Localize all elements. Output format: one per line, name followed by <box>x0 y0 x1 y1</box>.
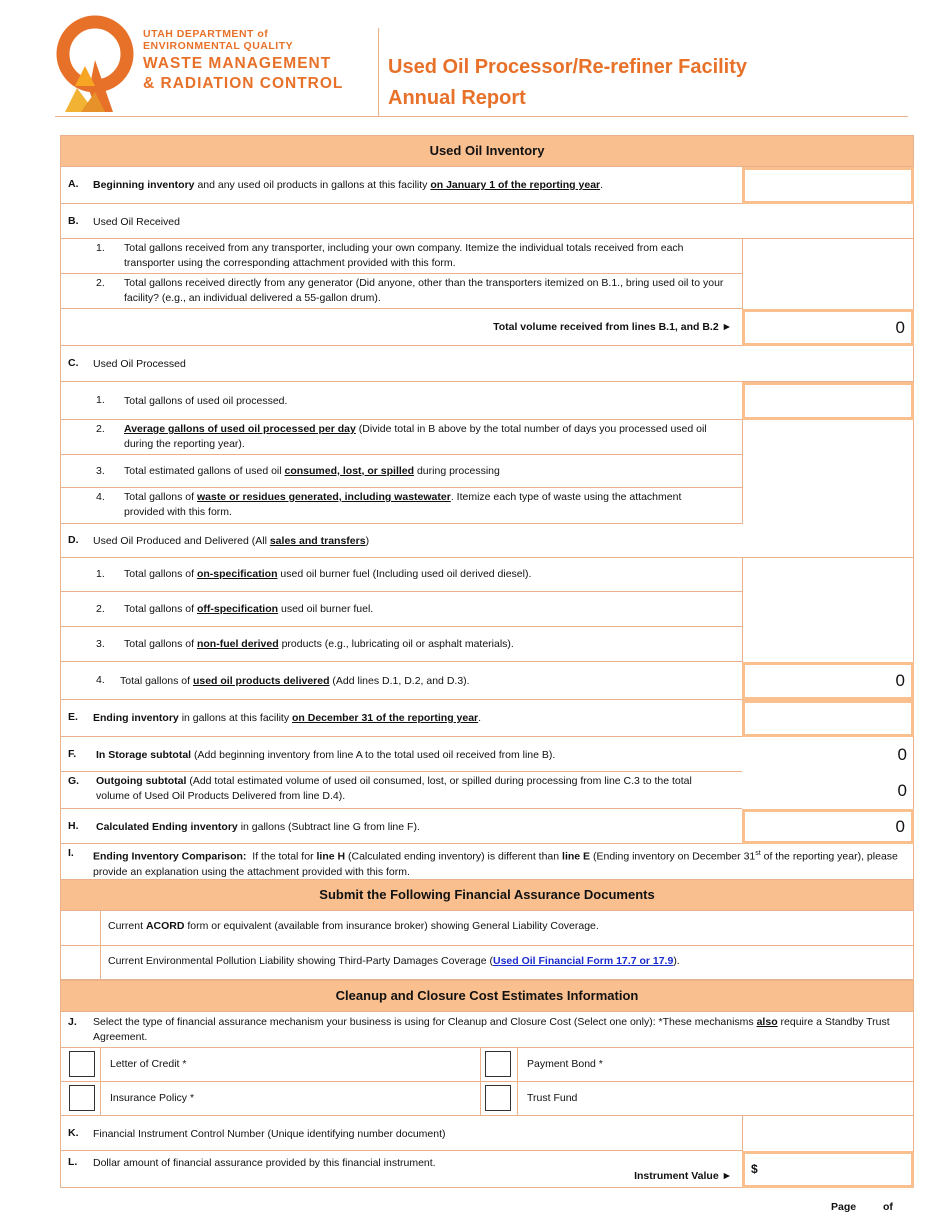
financial-heading: Submit the Following Financial Assurance Documents <box>60 879 914 911</box>
d4-value: 0 <box>895 671 905 690</box>
page-header <box>55 10 910 118</box>
title-line1: Used Oil Processor/Re-refiner Facility <box>388 56 748 78</box>
g-field <box>742 772 913 809</box>
instrument-value-input[interactable] <box>742 1151 914 1188</box>
row-i-text: Ending Inventory Comparison: If the total for line H (Calculated ending inventory) is different than line E (Ending inventory on December 31st of the reporting year), please provide an explanation using the attachment provided with this form. <box>93 850 898 878</box>
row-k-label: K. <box>68 1127 79 1139</box>
d4-field <box>742 662 914 700</box>
row-l <box>60 1151 914 1188</box>
header-rule <box>55 116 908 117</box>
row-c2-text: Average gallons of used oil processed per day (Divide total in B above by the total number of days you processed used oil during the reporting year). <box>124 423 707 450</box>
row-c3 <box>60 455 914 488</box>
footer-of-label: of <box>883 1201 893 1213</box>
options-sep <box>517 1048 518 1082</box>
row-f-text: In Storage subtotal (Add beginning inventory from line A to the total used oil received from line B). <box>96 749 556 761</box>
row-c2 <box>60 420 914 455</box>
agency-name <box>143 28 428 94</box>
row-c-text: Used Oil Processed <box>93 358 186 370</box>
doc2-text: Current Environmental Pollution Liability showing Third-Party Damages Coverage (Used Oil Financial Form 17.7 or 17.9). <box>108 955 680 967</box>
row-i-label: I. <box>68 847 74 859</box>
row-b2 <box>60 274 914 309</box>
row-k-text: Financial Instrument Control Number (Unique identifying number document) <box>93 1128 446 1140</box>
doc2-check-cell[interactable] <box>100 946 101 980</box>
agency-line1: UTAH DEPARTMENT of <box>143 28 269 40</box>
footer-page-label: Page <box>831 1201 857 1213</box>
row-e-label: E. <box>68 711 78 723</box>
g-value: 0 <box>897 780 907 800</box>
row-j-text: Select the type of financial assurance mechanism your business is using for Cleanup and Closure Cost (Select one only): *These mechanisms also require a Standby Trust Agreement. <box>93 1016 890 1043</box>
d2-input[interactable] <box>742 592 913 627</box>
row-a <box>60 167 914 204</box>
beginning-inventory-input[interactable] <box>742 167 914 204</box>
row-b1-text: Total gallons received from any transporter, including your own company. Itemize the individual totals received from each transporter using the corresponding attachment provided with this form. <box>124 242 684 269</box>
row-l-label: L. <box>68 1156 78 1168</box>
row-f <box>60 737 914 772</box>
c3-input[interactable] <box>742 455 913 488</box>
row-d2 <box>60 592 914 627</box>
row-d2-text: Total gallons of off-specification used oil burner fuel. <box>124 603 374 615</box>
payment-bond-checkbox[interactable] <box>485 1051 511 1077</box>
d3-input[interactable] <box>742 627 913 662</box>
ending-inventory-input[interactable] <box>742 700 914 737</box>
row-c1-text: Total gallons of used oil processed. <box>124 395 288 407</box>
row-b <box>60 204 914 239</box>
letter-of-credit-checkbox[interactable] <box>69 1051 95 1077</box>
row-c1 <box>60 382 914 420</box>
row-g-text: Outgoing subtotal (Add total estimated volume of used oil consumed, lost, or spilled during processing from line C.3 to the total volume of Used Oil Products Delivered from line D.4). <box>96 775 692 802</box>
inventory-heading: Used Oil Inventory <box>60 135 914 167</box>
row-k <box>60 1116 914 1151</box>
row-d3-text: Total gallons of non-fuel derived products (e.g., lubricating oil or asphalt materials). <box>124 638 514 650</box>
row-c3-num: 3. <box>96 465 105 477</box>
row-d4-text: Total gallons of used oil products delivered (Add lines D.1, D.2, and D.3). <box>120 675 470 687</box>
f-field <box>742 737 913 772</box>
payment-bond-label: Payment Bond * <box>527 1058 603 1070</box>
agency-line4: & RADIATION CONTROL <box>143 75 344 92</box>
control-number-input[interactable] <box>742 1116 913 1151</box>
deq-logo <box>55 14 135 114</box>
row-g <box>60 772 914 809</box>
currency-symbol: $ <box>751 1162 758 1176</box>
row-d-label: D. <box>68 534 79 546</box>
options-row-2 <box>60 1082 914 1116</box>
row-d1-text: Total gallons of on-specification used oil burner fuel (Including used oil derived diesel). <box>124 568 532 580</box>
row-d2-num: 2. <box>96 603 105 615</box>
row-b1-num: 1. <box>96 242 105 254</box>
b-total-field <box>742 309 914 346</box>
row-i <box>60 844 914 879</box>
row-c4-num: 4. <box>96 491 105 503</box>
b-total-label: Total volume received from lines B.1, and B.2 ► <box>493 321 732 333</box>
row-f-label: F. <box>68 748 77 760</box>
h-field <box>742 809 914 844</box>
trust-fund-label: Trust Fund <box>527 1092 578 1104</box>
row-b1 <box>60 239 914 274</box>
row-c4-text: Total gallons of waste or residues generated, including wastewater. Itemize each type of waste using the attachment provided with this form. <box>124 491 682 518</box>
options-sep <box>100 1048 101 1082</box>
agency-line2: ENVIRONMENTAL QUALITY <box>143 40 294 52</box>
row-b-text: Used Oil Received <box>93 216 180 228</box>
row-j-label: J. <box>68 1016 77 1028</box>
financial-doc-pollution <box>60 946 914 980</box>
financial-doc-acord <box>60 911 914 946</box>
row-l-text: Dollar amount of financial assurance provided by this financial instrument. <box>93 1157 436 1169</box>
trust-fund-checkbox[interactable] <box>485 1085 511 1111</box>
c2-input[interactable] <box>742 420 913 455</box>
row-c1-num: 1. <box>96 394 105 406</box>
row-d1-num: 1. <box>96 568 105 580</box>
row-c4 <box>60 488 914 524</box>
options-sep <box>517 1082 518 1116</box>
row-d3-num: 3. <box>96 638 105 650</box>
row-b2-num: 2. <box>96 277 105 289</box>
c4-input[interactable] <box>742 488 913 524</box>
doc1-check-cell[interactable] <box>100 911 101 946</box>
b1-input[interactable] <box>742 239 913 274</box>
row-g-label: G. <box>68 775 80 787</box>
row-b2-text: Total gallons received directly from any generator (Did anyone, other than the transporters itemized on B.1., bring used oil to your facility? (e.g., an individual delivered a 55-gallon drum). <box>124 277 724 304</box>
b-total-value: 0 <box>895 317 905 337</box>
b2-input[interactable] <box>742 274 913 309</box>
letter-of-credit-label: Letter of Credit * <box>110 1058 187 1070</box>
insurance-policy-label: Insurance Policy * <box>110 1092 195 1104</box>
instrument-value-label: Instrument Value ► <box>634 1170 732 1182</box>
row-a-label: A. <box>68 178 79 190</box>
cleanup-heading: Cleanup and Closure Cost Estimates Information <box>60 980 914 1012</box>
row-d4-num: 4. <box>96 674 105 686</box>
financial-form-link[interactable]: Used Oil Financial Form 17.7 or 17.9 <box>492 955 674 967</box>
d1-input[interactable] <box>742 558 913 592</box>
doc1-text: Current ACORD form or equivalent (available from insurance broker) showing General Liability Coverage. <box>108 920 599 932</box>
options-sep-mid <box>480 1048 481 1082</box>
row-a-text: Beginning inventory and any used oil products in gallons at this facility on January 1 of the reporting year. <box>93 179 604 191</box>
row-b-total <box>60 309 914 346</box>
row-h-text: Calculated Ending inventory in gallons (Subtract line G from line F). <box>96 821 420 833</box>
f-value: 0 <box>897 744 907 764</box>
c1-input[interactable] <box>742 382 914 420</box>
insurance-policy-checkbox[interactable] <box>69 1085 95 1111</box>
row-j <box>60 1012 914 1048</box>
header-divider <box>378 28 379 117</box>
row-d1 <box>60 558 914 592</box>
h-value: 0 <box>895 816 905 836</box>
options-sep-mid <box>480 1082 481 1116</box>
title-line2: Annual Report <box>388 87 526 109</box>
row-b-label: B. <box>68 215 79 227</box>
row-c2-num: 2. <box>96 423 105 435</box>
row-d <box>60 524 914 558</box>
page-title <box>388 52 747 114</box>
agency-line3: WASTE MANAGEMENT <box>143 55 332 72</box>
row-d4 <box>60 662 914 700</box>
row-c3-text: Total estimated gallons of used oil consumed, lost, or spilled during processing <box>124 465 500 477</box>
options-sep <box>100 1082 101 1116</box>
row-h-label: H. <box>68 820 79 832</box>
row-c-label: C. <box>68 357 79 369</box>
row-d-text: Used Oil Produced and Delivered (All sales and transfers) <box>93 535 370 547</box>
row-h <box>60 809 914 844</box>
row-e <box>60 700 914 737</box>
row-e-text: Ending inventory in gallons at this facility on December 31 of the reporting year. <box>93 712 482 724</box>
row-d3 <box>60 627 914 662</box>
options-row-1 <box>60 1048 914 1082</box>
row-c <box>60 346 914 382</box>
